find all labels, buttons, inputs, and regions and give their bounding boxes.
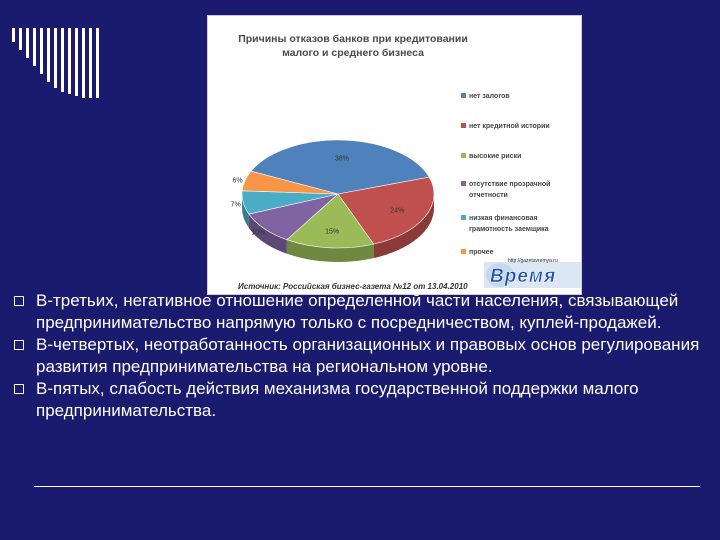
bullet-list: [14, 290, 718, 422]
bullet-text: В-четвертых, неотработанность организационных и правовых основ регулирования развития предпринимательства на региональном уровне.: [36, 335, 700, 376]
bullet-item: [14, 334, 718, 378]
logo-text: Время: [490, 266, 557, 287]
decorative-stripe: [61, 28, 64, 92]
legend-swatch: [461, 215, 466, 220]
decorative-stripes: [12, 28, 122, 98]
data-label: 6%: [232, 177, 243, 185]
chart-title-line-2: малого и среднего бизнеса: [282, 47, 424, 59]
legend-swatch: [461, 249, 466, 254]
bullet-item: [14, 378, 718, 422]
decorative-stripe: [19, 28, 22, 50]
data-label: 7%: [230, 201, 241, 209]
legend-swatch: [461, 181, 466, 186]
legend-label: грамотность заемщика: [469, 226, 549, 233]
bullet-marker: [14, 340, 24, 350]
legend-swatch: [461, 153, 466, 158]
chart-figure: [207, 15, 582, 295]
data-label: 15%: [325, 228, 340, 236]
decorative-stripe: [82, 28, 85, 98]
legend-label: нет кредитной истории: [469, 123, 550, 130]
legend-label: прочее: [469, 249, 494, 256]
legend-label: отсутствие прозрачной: [469, 181, 551, 188]
decorative-stripe: [33, 28, 36, 66]
data-label: 38%: [334, 155, 349, 163]
decorative-stripe: [47, 28, 50, 82]
legend-swatch: [461, 93, 466, 98]
decorative-stripe: [12, 28, 15, 42]
chart-source: Источник: Российская бизнес-газета №12 от 13.04.2010: [238, 282, 468, 291]
bullet-text: В-третьих, негативное отношение определенной части населения, связывающей предпринимательство напрямую только с посредничеством, куплей-продажей.: [36, 291, 679, 332]
chart-title-line-1: Причины отказов банков при кредитовании: [238, 33, 468, 45]
pie-chart: [208, 16, 581, 294]
decorative-stripe: [75, 28, 78, 96]
legend-label: высокие риски: [469, 153, 522, 160]
data-label: 10%: [251, 229, 266, 237]
decorative-stripe: [26, 28, 29, 58]
decorative-stripe: [40, 28, 43, 74]
legend-label: нет залогов: [469, 93, 510, 100]
data-label: 24%: [390, 207, 405, 215]
decorative-stripe: [89, 28, 92, 98]
bullet-item: [14, 290, 718, 334]
bullet-marker: [14, 384, 24, 394]
bullet-text: В-пятых, слабость действия механизма государственной поддержки малого предпринимательства.: [36, 379, 639, 420]
decorative-stripe: [54, 28, 57, 88]
decorative-stripe: [96, 28, 99, 98]
logo-url: http://gazetavremya.ru: [508, 258, 558, 264]
bottom-divider: [34, 486, 700, 487]
decorative-stripe: [68, 28, 71, 94]
legend-label: низкая финансовая: [469, 215, 538, 222]
bullet-marker: [14, 296, 24, 306]
legend-label: отчетности: [469, 192, 508, 199]
legend-swatch: [461, 123, 466, 128]
